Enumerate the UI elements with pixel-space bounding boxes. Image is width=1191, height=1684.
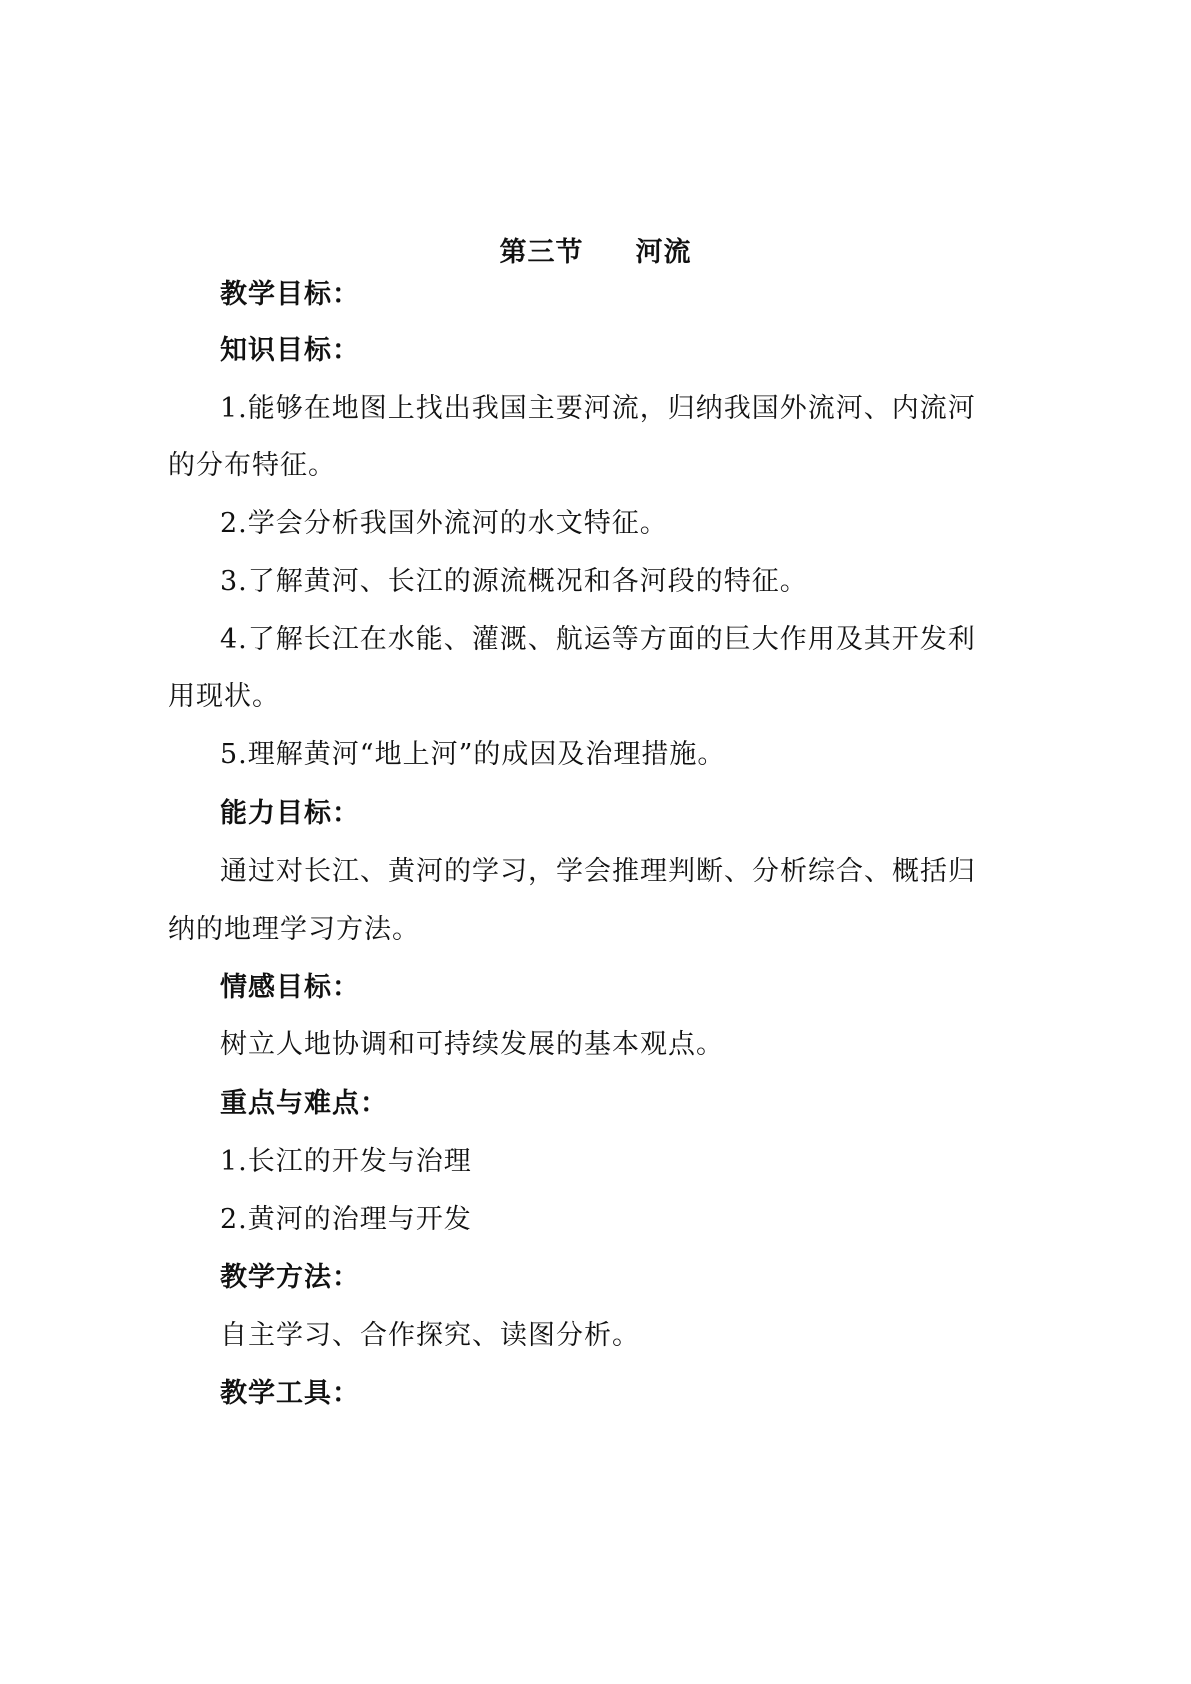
knowledge-item-1-line-2: 的分布特征。 [168,450,336,481]
knowledge-item-5: 5.理解黄河“地上河”的成因及治理措施。 [220,739,726,770]
section-title: 第三节 河流 [499,237,692,268]
knowledge-item-1-line-1: 1.能够在地图上找出我国主要河流，归纳我国外流河、内流河 [220,393,976,424]
ability-text-line-2: 纳的地理学习方法。 [168,914,420,945]
teaching-tools-heading: 教学工具： [220,1378,360,1409]
key-point-1: 1.长江的开发与治理 [220,1146,472,1177]
emotion-text: 树立人地协调和可持续发展的基本观点。 [220,1029,724,1060]
key-point-2: 2.黄河的治理与开发 [220,1204,472,1235]
teaching-objectives-heading: 教学目标： [220,279,360,310]
knowledge-objectives-heading: 知识目标： [220,335,360,366]
knowledge-item-2: 2.学会分析我国外流河的水文特征。 [220,508,668,539]
ability-text-line-1: 通过对长江、黄河的学习，学会推理判断、分析综合、概括归 [220,856,976,887]
emotion-objectives-heading: 情感目标： [220,972,360,1003]
knowledge-item-3: 3.了解黄河、长江的源流概况和各河段的特征。 [220,566,808,597]
ability-objectives-heading: 能力目标： [220,798,360,829]
teaching-methods-text: 自主学习、合作探究、读图分析。 [220,1320,640,1351]
key-points-heading: 重点与难点： [220,1088,388,1119]
teaching-methods-heading: 教学方法： [220,1262,360,1293]
knowledge-item-4-line-1: 4.了解长江在水能、灌溉、航运等方面的巨大作用及其开发利 [220,624,976,655]
knowledge-item-4-line-2: 用现状。 [168,681,280,712]
